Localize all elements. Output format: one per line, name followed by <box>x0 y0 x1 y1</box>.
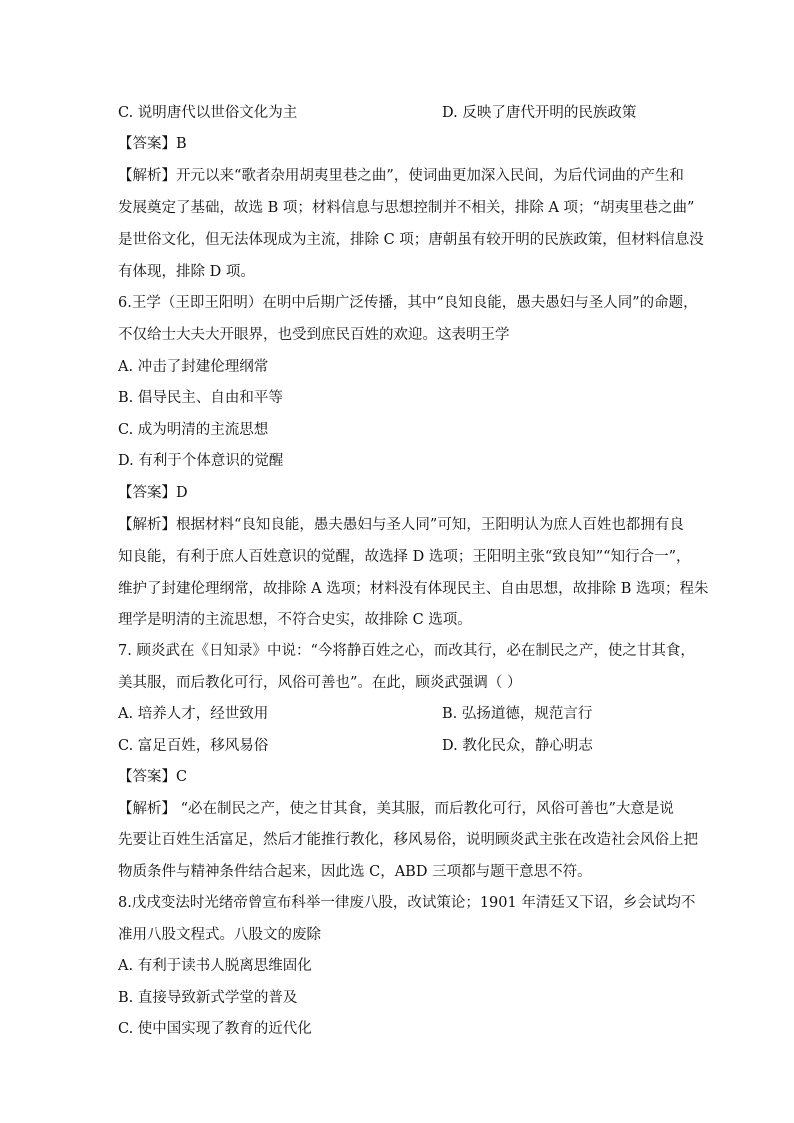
answer-6: 【答案】D <box>118 485 188 501</box>
analysis-6-line-3: 维护了封建伦理纲常，故排除 A 选项；材料没有体现民主、自由思想，故排除 B 选项；程朱 <box>118 581 709 597</box>
analysis-7-line-1: 【解析】 “必在制民之产，使之甘其食，美其服，而后教化可行，风俗可善也”大意是说 <box>118 801 674 817</box>
analysis-7-line-2: 先要让百姓生活富足，然后才能推行教化，移风易俗，说明顾炎武主张在改造社会风俗上把 <box>118 832 698 848</box>
analysis-5-line-3: 是世俗文化，但无法体现成为主流，排除 C 项；唐朝虽有较开明的民族政策，但材料信息没 <box>118 232 704 248</box>
option-5d: D. 反映了唐代开明的民族政策 <box>442 105 637 121</box>
analysis-6-line-2: 知良能，有利于庶人百姓意识的觉醒，故选择 D 选项；王阳明主张“致良知”“知行合一”， <box>118 549 691 565</box>
option-6b: B. 倡导民主、自由和平等 <box>118 390 283 406</box>
option-8b: B. 直接导致新式学堂的普及 <box>118 990 298 1006</box>
question-6-line-2: 不仅给士大夫大开眼界，也受到庶民百姓的欢迎。这表明王学 <box>118 327 510 343</box>
analysis-6-line-1: 【解析】根据材料“良知良能，愚夫愚妇与圣人同”可知，王阳明认为庶人百姓也都拥有良 <box>118 517 684 533</box>
analysis-7-line-3: 物质条件与精神条件结合起来，因此选 C，ABD 三项都与题干意思不符。 <box>118 864 592 880</box>
analysis-5-line-4: 有体现，排除 D 项。 <box>118 264 255 280</box>
option-8c: C. 使中国实现了教育的近代化 <box>118 1021 312 1037</box>
option-5c: C. 说明唐代以世俗文化为主 <box>118 105 298 121</box>
option-8a: A. 有利于读书人脱离思维固化 <box>118 958 312 974</box>
option-7d: D. 教化民众，静心明志 <box>442 738 593 754</box>
answer-7: 【答案】C <box>118 769 188 785</box>
option-6c: C. 成为明清的主流思想 <box>118 422 269 438</box>
option-7c: C. 富足百姓，移风易俗 <box>118 738 269 754</box>
analysis-5-line-2: 发展奠定了基础，故选 B 项；材料信息与思想控制并不相关，排除 A 项；“胡夷里巷之曲” <box>118 200 695 216</box>
option-7b: B. 弘扬道德，规范言行 <box>442 706 593 722</box>
analysis-6-line-4: 理学是明清的主流思想，不符合史实，故排除 C 选项。 <box>118 612 472 628</box>
question-8-line-2: 准用八股文程式。八股文的废除 <box>118 927 321 943</box>
question-8-line-1: 8.戊戌变法时光绪帝曾宣布科举一律废八股，改试策论；1901 年清廷又下诏，乡会试均不 <box>118 895 696 911</box>
option-6a: A. 冲击了封建伦理纲常 <box>118 359 269 375</box>
question-7-line-1: 7. 顾炎武在《日知录》中说：“今将静百姓之心，而改其行，必在制民之产，使之甘其食， <box>118 643 695 659</box>
question-6-line-1: 6.王学（王即王阳明）在明中后期广泛传播，其中“良知良能，愚夫愚妇与圣人同”的命题， <box>118 295 698 311</box>
option-6d: D. 有利于个体意识的觉醒 <box>118 453 284 469</box>
option-7a: A. 培养人才，经世致用 <box>118 706 269 722</box>
question-7-line-2: 美其服，而后教化可行，风俗可善也”。在此，顾炎武强调（ ） <box>118 675 522 691</box>
answer-5: 【答案】B <box>118 136 187 152</box>
analysis-5-line-1: 【解析】开元以来“歌者杂用胡夷里巷之曲”，使词曲更加深入民间，为后代词曲的产生和 <box>118 168 684 184</box>
